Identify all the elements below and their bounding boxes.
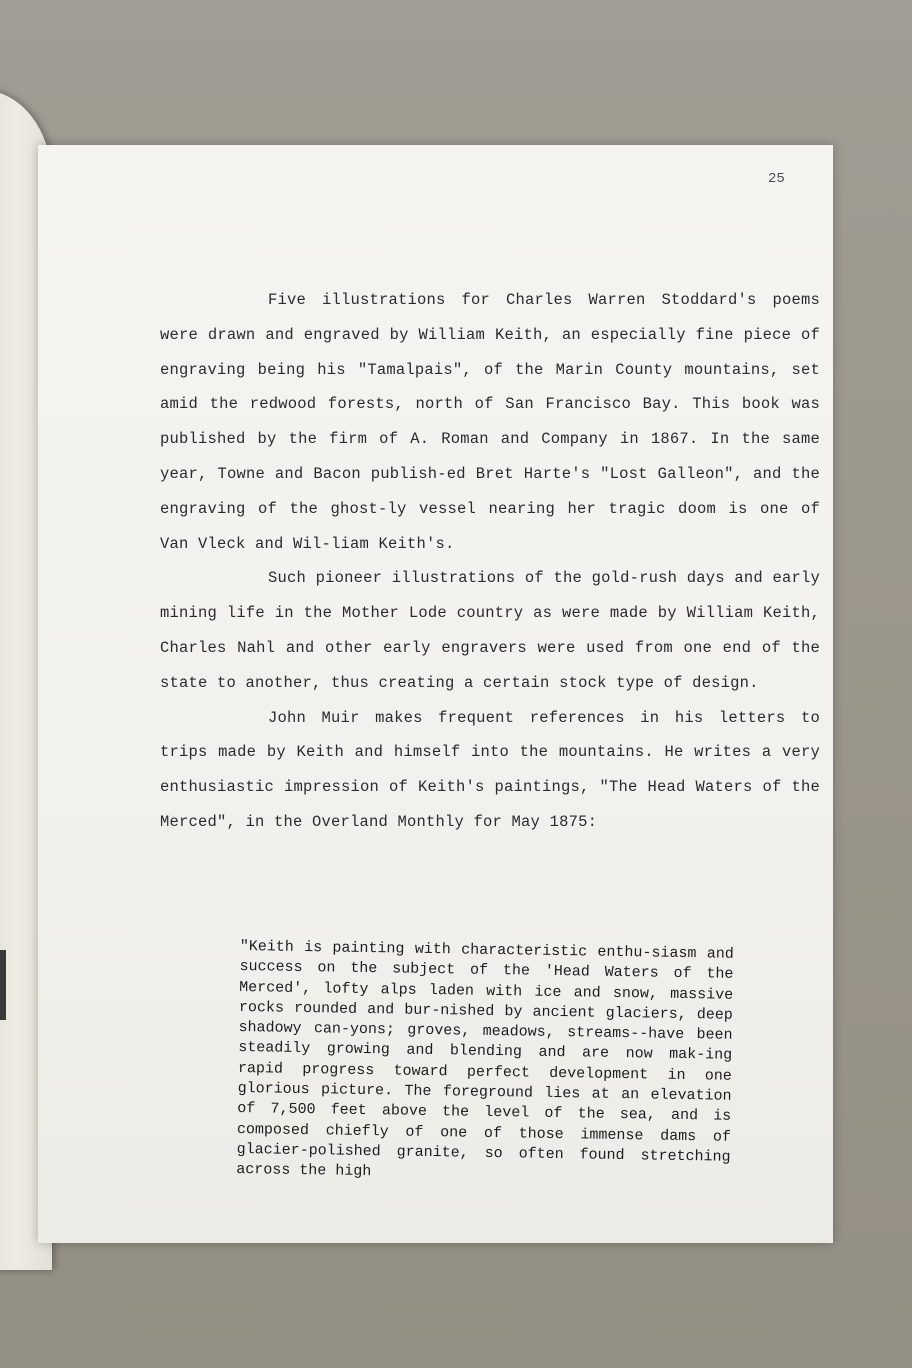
page-number: 25 — [768, 171, 785, 187]
paragraph-pioneer-illustrations: Such pioneer illustrations of the gold-rush days and early mining life in the Mother Lode country as were made by William Keith, Charles Nahl and other early engravers were used from one end of the state to another, thus creating a certain stock type of design. — [160, 569, 820, 692]
document-page — [38, 145, 833, 1243]
paragraph-john-muir: John Muir makes frequent references in his letters to trips made by Keith and himself into the mountains. He writes a very enthusiastic impression of Keith's paintings, "The Head Waters of the Merced", in the Overland Monthly for May 1875: — [160, 708, 820, 831]
binding-tab — [0, 950, 6, 1020]
body-text — [160, 283, 820, 840]
block-quote: "Keith is painting with characteristic enthu-siasm and success on the subject of the 'Head Waters of the Merced', lofty alps laden with ice and snow, massive rocks rounded and bur-nished by ancient glaciers, deep shadowy can-yons; groves, meadows, streams--have been steadily growing and blending and are now mak-ing rapid progress toward perfect development in one glorious picture. The foreground lies at an elevation of 7,500 feet above the level of the sea, and is composed chiefly of one of those immense dams of glacier-polished granite, so often found stretching across the high — [236, 937, 734, 1181]
paragraph-stoddard-illustrations: Five illustrations for Charles Warren Stoddard's poems were drawn and engraved by William Keith, an especially fine piece of engraving being his "Tamalpais", of the Marin County mountains, set amid the redwood forests, north of San Francisco Bay. This book was published by the firm of A. Roman and Company in 1867. In the same year, Towne and Bacon publish-ed Bret Harte's "Lost Galleon", and the engraving of the ghost-ly vessel nearing her tragic doom is one of Van Vleck and Wil-liam Keith's. — [160, 291, 820, 553]
